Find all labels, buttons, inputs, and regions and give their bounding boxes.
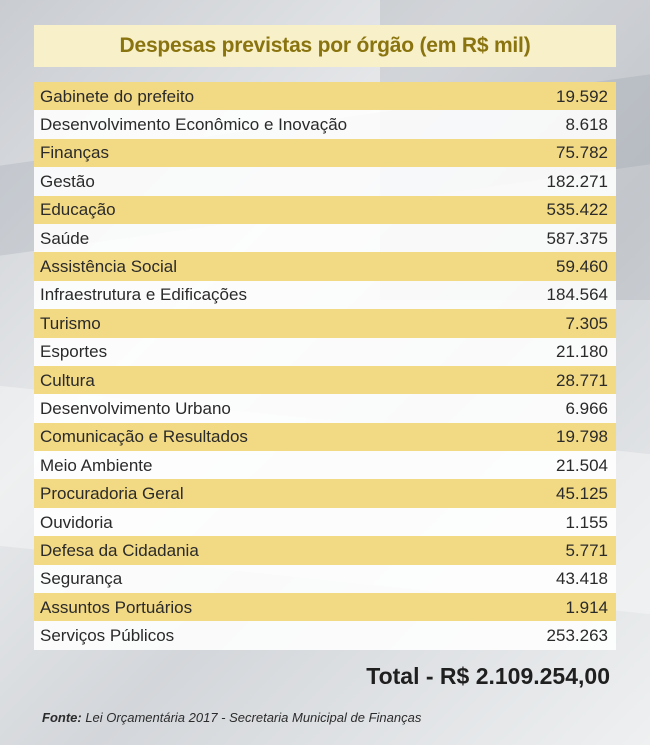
table-row (34, 139, 616, 167)
table-row (34, 423, 616, 451)
row-value: 6.966 (505, 394, 616, 422)
row-value: 45.125 (505, 479, 616, 507)
row-value: 535.422 (505, 196, 616, 224)
table-row (34, 621, 616, 649)
table-row (34, 451, 616, 479)
row-label: Serviços Públicos (34, 621, 505, 649)
row-value: 253.263 (505, 621, 616, 649)
table-row (34, 110, 616, 138)
row-value: 75.782 (505, 139, 616, 167)
table-row (34, 565, 616, 593)
source-text: Lei Orçamentária 2017 - Secretaria Municipal de Finanças (81, 710, 422, 725)
row-value: 587.375 (505, 224, 616, 252)
row-label: Educação (34, 196, 505, 224)
row-label: Defesa da Cidadania (34, 536, 505, 564)
table-row (34, 394, 616, 422)
row-value: 28.771 (505, 366, 616, 394)
row-label: Infraestrutura e Edificações (34, 281, 505, 309)
row-value: 184.564 (505, 281, 616, 309)
table-row (34, 536, 616, 564)
row-value: 182.271 (505, 167, 616, 195)
row-value: 19.798 (505, 423, 616, 451)
row-label: Saúde (34, 224, 505, 252)
total-amount: Total - R$ 2.109.254,00 (366, 663, 610, 689)
row-value: 8.618 (505, 110, 616, 138)
table-row (34, 82, 616, 110)
expense-table (34, 82, 616, 650)
source-note (42, 710, 421, 725)
row-value: 7.305 (505, 309, 616, 337)
title-banner (34, 25, 616, 67)
table-row (34, 479, 616, 507)
table-row (34, 167, 616, 195)
table-row (34, 252, 616, 280)
source-label: Fonte: (42, 710, 82, 725)
row-label: Turismo (34, 309, 505, 337)
row-label: Cultura (34, 366, 505, 394)
row-label: Comunicação e Resultados (34, 423, 505, 451)
table-row (34, 196, 616, 224)
row-label: Esportes (34, 338, 505, 366)
row-value: 5.771 (505, 536, 616, 564)
table-row (34, 338, 616, 366)
row-label: Desenvolvimento Econômico e Inovação (34, 110, 505, 138)
table-row (34, 366, 616, 394)
row-label: Meio Ambiente (34, 451, 505, 479)
row-label: Desenvolvimento Urbano (34, 394, 505, 422)
row-label: Ouvidoria (34, 508, 505, 536)
row-label: Procuradoria Geral (34, 479, 505, 507)
row-value: 59.460 (505, 252, 616, 280)
row-label: Gestão (34, 167, 505, 195)
table-row (34, 224, 616, 252)
row-value: 1.914 (505, 593, 616, 621)
table-row (34, 508, 616, 536)
row-label: Assistência Social (34, 252, 505, 280)
row-value: 19.592 (505, 82, 616, 110)
row-label: Assuntos Portuários (34, 593, 505, 621)
row-value: 43.418 (505, 565, 616, 593)
table-row (34, 281, 616, 309)
row-label: Segurança (34, 565, 505, 593)
row-value: 1.155 (505, 508, 616, 536)
chart-title: Despesas previstas por órgão (em R$ mil) (119, 34, 531, 57)
row-value: 21.180 (505, 338, 616, 366)
row-label: Finanças (34, 139, 505, 167)
row-label: Gabinete do prefeito (34, 82, 505, 110)
table-row (34, 593, 616, 621)
row-value: 21.504 (505, 451, 616, 479)
table-row (34, 309, 616, 337)
